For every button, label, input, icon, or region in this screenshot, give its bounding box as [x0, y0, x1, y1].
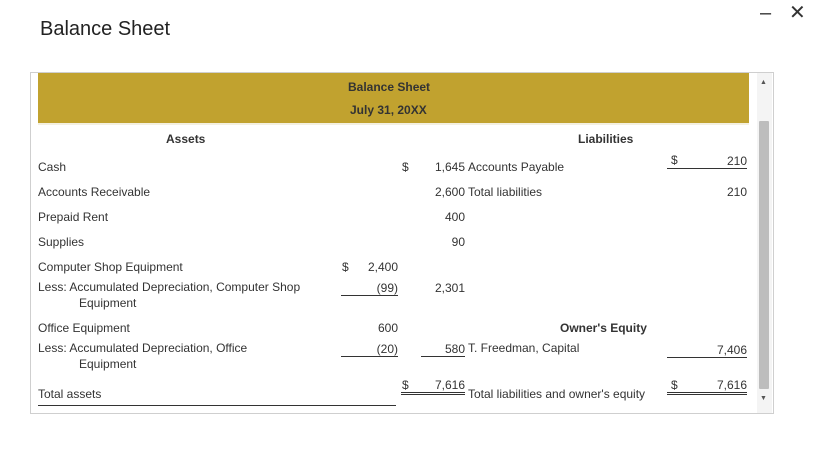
minimize-icon[interactable]: – [760, 2, 772, 24]
close-icon[interactable]: ✕ [789, 2, 806, 24]
total-assets-currency: $ [402, 378, 409, 392]
total-assets-label-cell [38, 387, 398, 402]
scrollbar-thumb[interactable] [759, 121, 769, 389]
total-liabilities-amount: 210 [726, 185, 747, 199]
office-equipment-amount: 600 [377, 321, 398, 335]
accounts-payable-amount: 210 [667, 154, 747, 169]
accounts-receivable-label: Accounts Receivable [38, 185, 151, 199]
office-depreciation-amount: (20) [341, 342, 398, 357]
cash-currency: $ [402, 160, 409, 174]
capital-amount: 7,406 [667, 343, 747, 358]
scroll-up-icon[interactable]: ▲ [760, 79, 767, 86]
computer-equipment-amount: 2,400 [367, 260, 398, 274]
statement-title: Balance Sheet [348, 80, 431, 94]
cash-amount: 1,645 [434, 160, 465, 174]
computer-depreciation-amount: (99) [341, 281, 398, 296]
total-assets-amount: 7,616 [401, 378, 465, 395]
vertical-scrollbar[interactable] [757, 73, 772, 413]
computer-equipment-currency: $ [342, 260, 349, 274]
supplies-label: Supplies [38, 235, 85, 249]
accounts-payable-currency: $ [671, 153, 678, 167]
dialog-title: Balance Sheet [40, 18, 171, 40]
total-liabilities-equity-amount: 7,616 [667, 378, 747, 395]
accounts-payable-label: Accounts Payable [468, 160, 565, 174]
prepaid-rent-label: Prepaid Rent [38, 210, 109, 224]
scroll-down-icon[interactable]: ▼ [760, 395, 767, 402]
total-liabilities-equity-label: Total liabilities and owner's equity [468, 387, 646, 401]
total-assets-rule [38, 405, 396, 406]
office-depreciation-label: Less: Accumulated Depreciation, Office [38, 341, 248, 355]
computer-equipment-label: Computer Shop Equipment [38, 260, 183, 274]
computer-depreciation-label: Less: Accumulated Depreciation, Computer Shop [38, 280, 301, 294]
supplies-amount: 90 [451, 235, 465, 249]
cash-label: Cash [38, 160, 67, 174]
total-liabilities-label: Total liabilities [468, 185, 543, 199]
liabilities-heading: Liabilities [578, 132, 634, 146]
statement-date: July 31, 20XX [350, 103, 427, 117]
balance-sheet-panel [30, 72, 774, 414]
computer-depreciation-label-cont: Equipment [79, 296, 137, 310]
computer-equipment-net: 2,301 [434, 281, 465, 295]
office-equipment-label: Office Equipment [38, 321, 130, 335]
total-assets-label: Total assets [38, 387, 102, 401]
office-depreciation-label-cont: Equipment [79, 357, 137, 371]
total-liabilities-equity-currency: $ [671, 378, 678, 392]
accounts-receivable-amount: 2,600 [434, 185, 465, 199]
assets-heading: Assets [166, 132, 206, 146]
capital-label: T. Freedman, Capital [468, 341, 580, 355]
prepaid-rent-amount: 400 [444, 210, 465, 224]
owners-equity-heading: Owner's Equity [560, 321, 647, 335]
office-equipment-net: 580 [421, 342, 465, 357]
